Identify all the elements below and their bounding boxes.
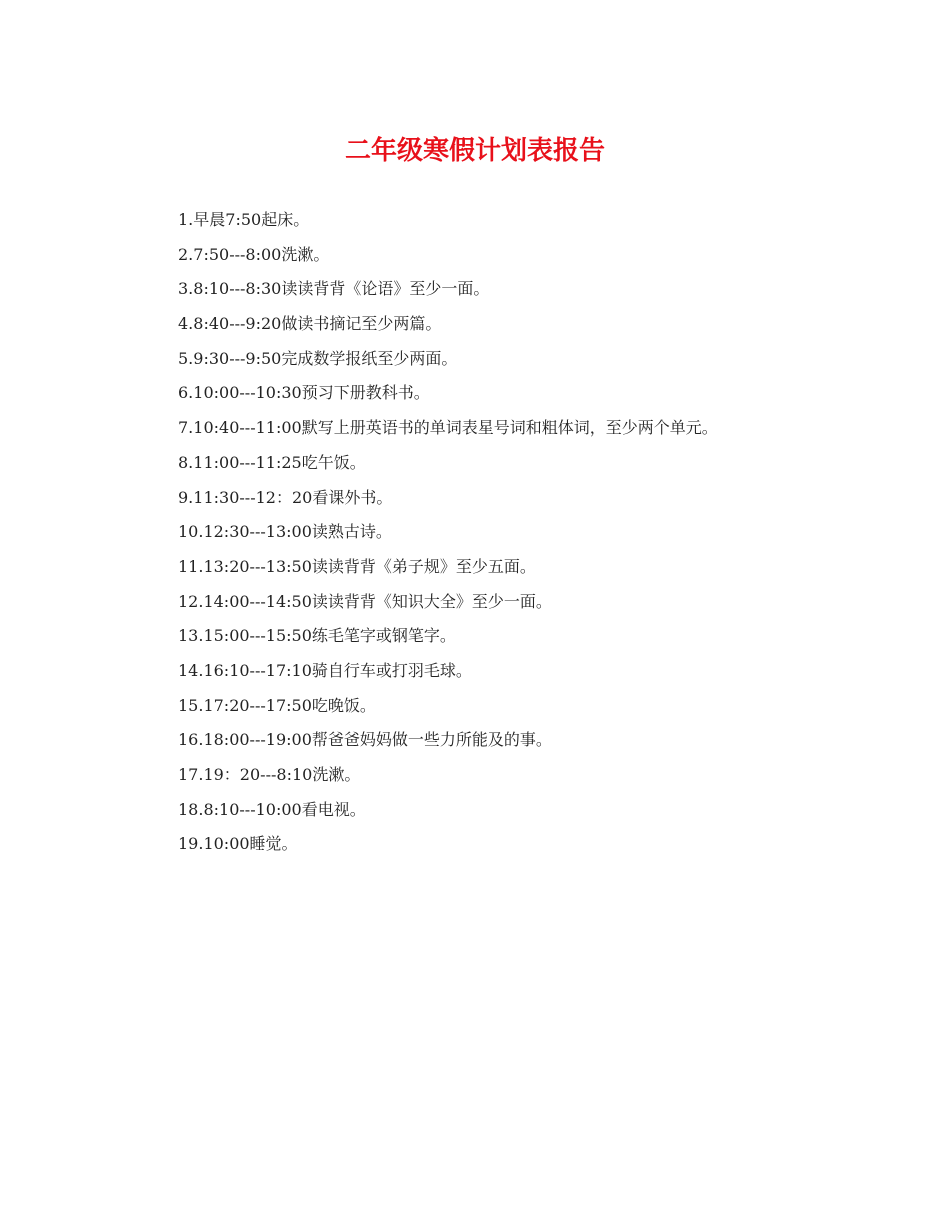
schedule-item: 12.14:00---14:50读读背背《知识大全》至少一面。 (178, 591, 552, 611)
schedule-item: 13.15:00---15:50练毛笔字或钢笔字。 (178, 626, 456, 646)
schedule-item: 16.18:00---19:00帮爸爸妈妈做一些力所能及的事。 (178, 730, 552, 750)
schedule-item: 6.10:00---10:30预习下册教科书。 (178, 383, 430, 403)
schedule-item: 10.12:30---13:00读熟古诗。 (178, 522, 392, 542)
schedule-item: 4.8:40---9:20做读书摘记至少两篇。 (178, 314, 442, 334)
schedule-item: 5.9:30---9:50完成数学报纸至少两面。 (178, 348, 458, 368)
schedule-item: 17.19：20---8:10洗漱。 (178, 765, 361, 784)
schedule-item: 18.8:10---10:00看电视。 (178, 799, 366, 819)
schedule-item: 2.7:50---8:00洗漱。 (178, 244, 330, 264)
schedule-item: 3.8:10---8:30读读背背《论语》至少一面。 (178, 279, 490, 299)
schedule-item: 19.10:00睡觉。 (178, 834, 298, 854)
schedule-item: 7.10:40---11:00默写上册英语书的单词表星号词和粗体词，至少两个单元。 (178, 418, 718, 438)
schedule-list (178, 207, 878, 866)
schedule-item: 11.13:20---13:50读读背背《弟子规》至少五面。 (178, 556, 536, 576)
schedule-item: 15.17:20---17:50吃晚饭。 (178, 695, 376, 715)
schedule-item: 8.11:00---11:25吃午饭。 (178, 452, 366, 472)
schedule-item: 14.16:10---17:10骑自行车或打羽毛球。 (178, 660, 472, 680)
schedule-item: 9.11:30---12：20看课外书。 (178, 487, 393, 507)
schedule-item: 1.早晨7:50起床。 (178, 210, 310, 229)
document-title: 二年级寒假计划表报告 (344, 136, 605, 166)
